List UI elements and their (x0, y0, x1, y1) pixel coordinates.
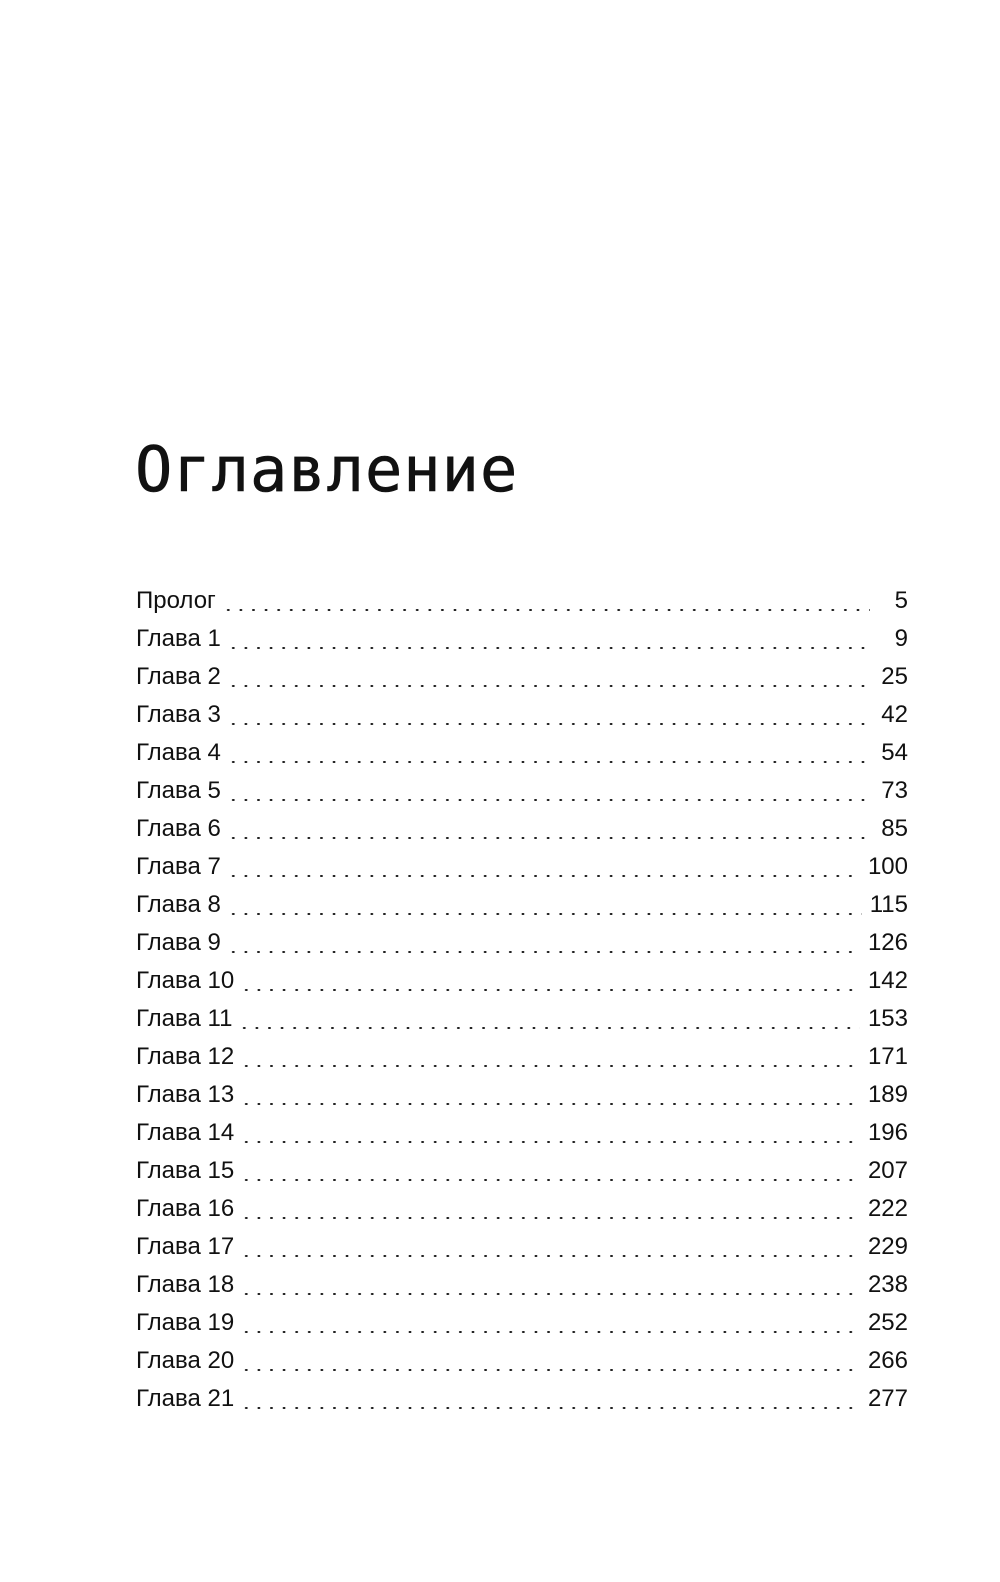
toc-entry-label: Глава 1 (136, 625, 221, 652)
toc-entry-label: Глава 16 (136, 1195, 235, 1222)
dot-leader (240, 1255, 860, 1257)
dot-leader (240, 1293, 860, 1295)
dot-leader (240, 1179, 860, 1181)
toc-entry-label: Глава 8 (136, 891, 221, 918)
toc-entry-page-number: 222 (867, 1195, 908, 1222)
toc-entry-label: Глава 19 (136, 1309, 235, 1336)
toc-entry[interactable] (136, 1342, 908, 1380)
toc-entry[interactable] (136, 658, 908, 696)
toc-entry-page-number: 85 (881, 815, 908, 842)
toc-entry[interactable] (136, 848, 908, 886)
toc-entry-label: Глава 15 (136, 1157, 235, 1184)
dot-leader (227, 951, 860, 953)
toc-entry[interactable] (136, 1076, 908, 1114)
dot-leader (240, 1141, 860, 1143)
toc-entry[interactable] (136, 924, 908, 962)
toc-entry[interactable] (136, 772, 908, 810)
toc-entry-page-number: 252 (867, 1309, 908, 1336)
dot-leader (227, 761, 870, 763)
page-title: Оглавление (135, 433, 519, 506)
toc-entry-label: Глава 21 (136, 1385, 235, 1412)
dot-leader (227, 723, 870, 725)
toc-entry-page-number: 25 (881, 663, 908, 690)
toc-entry-label: Глава 3 (136, 701, 221, 728)
toc-entry[interactable] (136, 1304, 908, 1342)
dot-leader (238, 1027, 860, 1029)
toc-entry-label: Глава 13 (136, 1081, 235, 1108)
toc-entry-label: Глава 5 (136, 777, 221, 804)
toc-entry-label: Глава 10 (136, 967, 235, 994)
toc-entry-label: Глава 7 (136, 853, 221, 880)
toc-entry-page-number: 115 (869, 891, 908, 918)
toc-entry-page-number: 266 (867, 1347, 908, 1374)
toc-entry-page-number: 5 (894, 587, 908, 614)
toc-entry[interactable] (136, 1000, 908, 1038)
toc-entry-page-number: 126 (867, 929, 908, 956)
toc-entry[interactable] (136, 810, 908, 848)
toc-entry-page-number: 42 (881, 701, 908, 728)
toc-entry-label: Глава 12 (136, 1043, 235, 1070)
toc-entry[interactable] (136, 582, 908, 620)
toc-entry[interactable] (136, 1152, 908, 1190)
toc-entry-label: Глава 17 (136, 1233, 235, 1260)
toc-entry[interactable] (136, 1114, 908, 1152)
toc-entry-page-number: 207 (867, 1157, 908, 1184)
toc-entry-label: Глава 4 (136, 739, 221, 766)
dot-leader (227, 799, 870, 801)
toc-entry-page-number: 9 (894, 625, 908, 652)
dot-leader (240, 1331, 860, 1333)
toc-entry-label: Глава 2 (136, 663, 221, 690)
dot-leader (222, 609, 870, 611)
dot-leader (240, 989, 860, 991)
toc-entry-page-number: 238 (867, 1271, 908, 1298)
toc-entry[interactable] (136, 734, 908, 772)
toc-entry[interactable] (136, 886, 908, 924)
toc-entry[interactable] (136, 1266, 908, 1304)
toc-entry[interactable] (136, 620, 908, 658)
toc-entry-label: Глава 14 (136, 1119, 235, 1146)
toc-entry-page-number: 189 (867, 1081, 908, 1108)
dot-leader (227, 837, 870, 839)
dot-leader (240, 1103, 860, 1105)
toc-entry[interactable] (136, 1038, 908, 1076)
dot-leader (240, 1407, 860, 1409)
dot-leader (227, 647, 870, 649)
toc-entry-page-number: 153 (867, 1005, 908, 1032)
dot-leader (240, 1065, 860, 1067)
toc-entry[interactable] (136, 1380, 908, 1418)
toc-entry[interactable] (136, 1228, 908, 1266)
dot-leader (240, 1217, 860, 1219)
table-of-contents (136, 582, 908, 1418)
dot-leader (227, 685, 870, 687)
toc-entry-page-number: 142 (867, 967, 908, 994)
toc-entry[interactable] (136, 696, 908, 734)
toc-entry-label: Пролог (136, 587, 216, 614)
toc-entry-page-number: 171 (867, 1043, 908, 1070)
toc-entry-page-number: 277 (867, 1385, 908, 1412)
toc-entry-label: Глава 18 (136, 1271, 235, 1298)
toc-entry-label: Глава 11 (136, 1005, 233, 1032)
toc-entry-page-number: 229 (867, 1233, 908, 1260)
toc-entry-label: Глава 20 (136, 1347, 235, 1374)
toc-entry-page-number: 196 (867, 1119, 908, 1146)
toc-entry[interactable] (136, 962, 908, 1000)
toc-entry-label: Глава 9 (136, 929, 221, 956)
dot-leader (240, 1369, 860, 1371)
toc-entry[interactable] (136, 1190, 908, 1228)
toc-entry-label: Глава 6 (136, 815, 221, 842)
dot-leader (227, 875, 860, 877)
toc-entry-page-number: 54 (881, 739, 908, 766)
toc-entry-page-number: 73 (881, 777, 908, 804)
dot-leader (227, 913, 862, 915)
toc-entry-page-number: 100 (867, 853, 908, 880)
